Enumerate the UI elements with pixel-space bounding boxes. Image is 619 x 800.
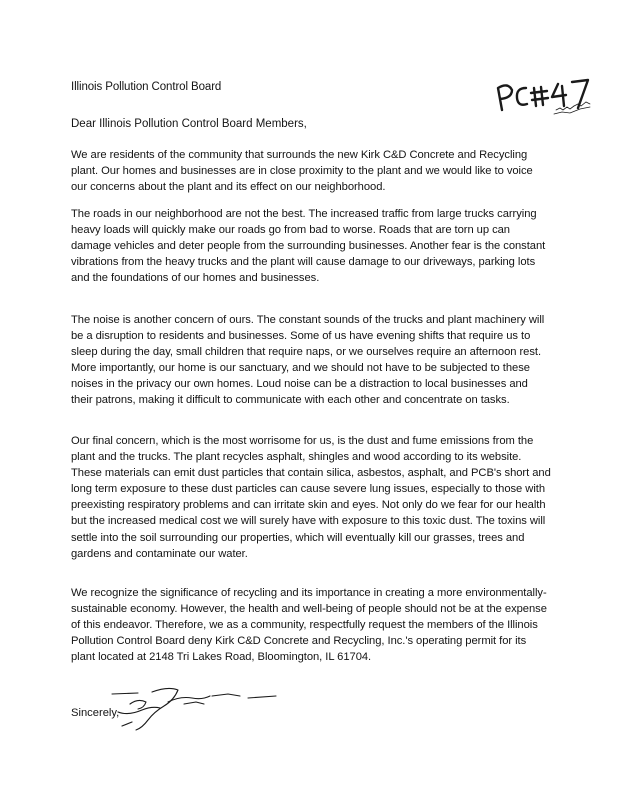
paragraph-3: The noise is another concern of ours. The constant sounds of the trucks and plant machinery will be a disruption to residents and businesses. Some of us have evening shifts that require us to sleep during the day, small children that require naps, or we ourselves require an afternoon rest. More importantly, our home is our sanctuary, and we should not have to be subjected to these noises in the privacy our own homes. Loud noise can be a distraction to local businesses and their patrons, making it difficult to communicate with each other and concentrate on tasks.: [71, 314, 545, 407]
paragraph-1: We are residents of the community that surrounds the new Kirk C&D Concrete and Recycling plant. Our homes and businesses are in close proximity to the plant and we would like to voice our concerns about the plant and its effect on our neighborhood.: [71, 149, 533, 194]
salutation: Dear Illinois Pollution Control Board Members,: [71, 118, 307, 130]
paragraph-2: The roads in our neighborhood are not the best. The increased traffic from large trucks carrying heavy loads will quickly make our roads go from bad to worse. Roads that are torn up can damage vehicles and deter people from the surrounding businesses. Another fear is the constant vibrations from the heavy trucks and the plant will cause damage to our driveways, parking lots and the foundations of our homes and businesses.: [71, 208, 546, 285]
handwritten-signature: [108, 682, 298, 737]
recipient-line: Illinois Pollution Control Board: [71, 81, 222, 93]
paragraph-5: We recognize the significance of recycling and its importance in creating a more environmentally-sustainable economy. However, the health and well-being of people should not be at the expense of this endeavor. Therefore, we as a community, respectfully request the members of the Illinois Pollution Control Board deny Kirk C&D Concrete and Recycling, Inc.'s operating permit for its plant located at 2148 Tri Lakes Road, Bloomington, IL 61704.: [71, 587, 547, 664]
closing: Sincerely,: [71, 707, 120, 719]
paragraph-4: Our final concern, which is the most worrisome for us, is the dust and fume emissions from the plant and the trucks. The plant recycles asphalt, shingles and wood according to its website. These materials can emit dust particles that contain silica, asbestos, asphalt, and PCB's short and long term exposure to these dust particles can cause severe lung issues, especially to those with preexisting respiratory problems and can irritate skin and eyes. Not only do we fear for our health but the increased medical cost we will surely have with exposure to this toxic dust. The toxins will settle into the soil surrounding our properties, which will eventually kill our grasses, trees and gardens and contaminate our water.: [71, 435, 551, 560]
handwritten-exhibit-stamp: [490, 62, 600, 122]
